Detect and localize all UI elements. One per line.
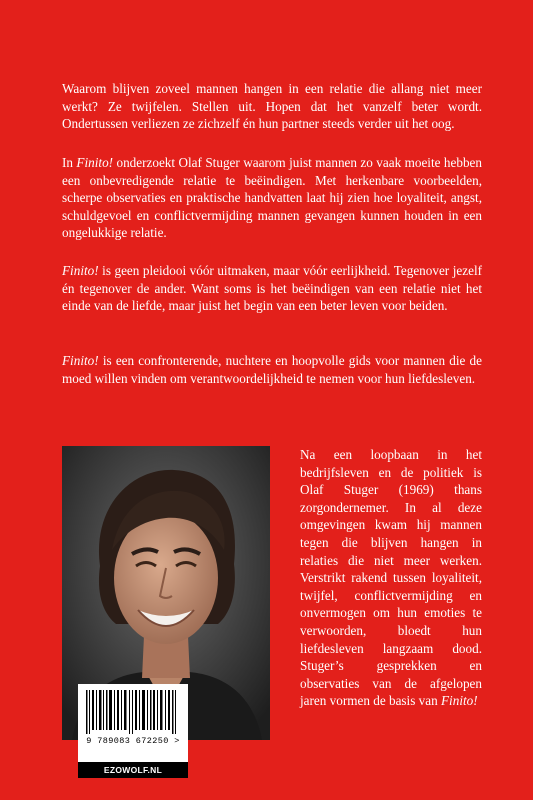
book-title-inline: Finito! [62,263,99,278]
description-lead: In [62,155,77,170]
bio-text: Na een loopbaan in het bedrijfsleven en de politiek is Olaf Stuger (1969) thans zorgondernemer. In al deze omgevingen kwam hij mannen tegen die blijven hangen in relaties die niet meer werken. Verstrikt rakend tussen loyaliteit, twijfel, conflictvermijding en onvermogen om hun emoties te verwoorden, bloedt hun liefdesleven langzaam dood. Stuger’s gesprekken en observaties van de afgelopen jaren vormen de basis van [300,447,482,709]
plea-paragraph [62,262,482,315]
book-title-inline: Finito! [76,155,114,170]
publisher-label[interactable]: EZOWOLF.NL [78,762,188,778]
author-bio [300,446,482,710]
intro-text: Waarom blijven zoveel mannen hangen in een relatie die allang niet meer werkt? Ze twijfelen. Stellen uit. Hopen dat het vanzelf beter wordt. Ondertussen verliezen ze zichzelf én hun partner steeds verder uit het oog. [62,81,482,132]
guide-text: is een confronterende, nuchtere en hoopvolle gids voor mannen die de moed willen vinden om verantwoordelijkheid te nemen voor hun liefdesleven. [62,353,482,386]
book-title-inline: Finito! [441,693,478,709]
isbn-number: 9 789083 672250 > [86,736,180,746]
description-paragraph [62,154,482,242]
book-title-inline: Finito! [62,353,99,368]
barcode-bars [78,684,188,736]
intro-paragraph [62,80,482,133]
plea-text: is geen pleidooi vóór uitmaken, maar vóór eerlijkheid. Tegenover jezelf én tegenover de ander. Want soms is het beëindigen van een relatie niet het einde van de liefde, maar juist het begin van een beter leven voor beiden. [62,263,482,314]
guide-paragraph [62,352,482,387]
isbn-barcode [78,684,188,762]
description-text: onderzoekt Olaf Stuger waarom juist mannen zo vaak moeite hebben een onbevredigende relatie te beëindigen. Met herkenbare voorbeelden, scherpe observaties en praktische handvatten laat hij zien hoe loyaliteit, angst, schuldgevoel en conflictvermijding mannen gevangen kunnen houden in een ongelukkige relatie. [62,155,482,241]
